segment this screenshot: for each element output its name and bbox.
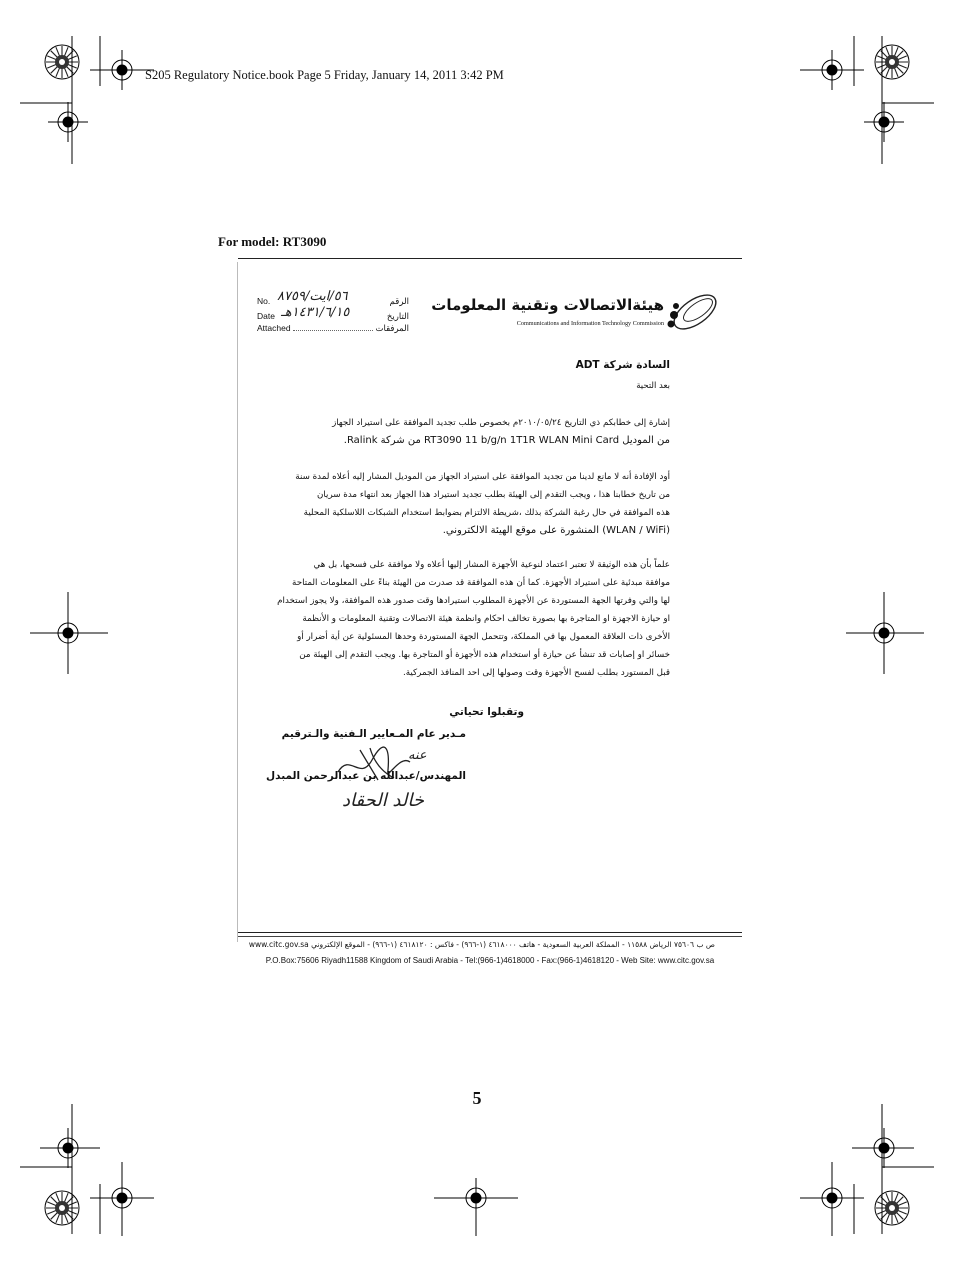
paragraph-3: [277, 556, 670, 682]
greeting: بعد التحية: [636, 381, 670, 391]
paragraph-1: [290, 414, 670, 450]
signer-title: مـدير عام المـعايير الـفنية والـترقيم: [281, 728, 466, 740]
para2-line: من تاريخ خطابنا هذا ، ويجب التقدم إلى الهيئة بطلب تجديد استيراد هذا الجهاز بعد انتهاء مدة سريان: [317, 490, 670, 500]
date-handwritten: ١٤٣١/٦/١٥هـ: [281, 305, 350, 320]
closing: وتقبلوا تحياتي: [449, 706, 524, 718]
letter-top-rule: [238, 258, 742, 259]
model-label: For model: RT3090: [218, 234, 327, 249]
para2-line: هذه الموافقة في حال رغبة الشركة بذلك ،شريطة الالتزام بضوابط استخدام الشبكات اللاسلكية المحلية: [303, 508, 670, 518]
letter-left-edge: [237, 262, 238, 942]
para3-line: موافقة مبدئية على استيراد الأجهزة. كما أن هذه الموافقة قد صدرت من الهيئة بناءً على المعلومات المتاحة: [292, 578, 670, 588]
para3-line: لها والتي وفرتها الجهة المستوردة عن الأجهزة المطلوب استيرادها وقت صدور هذه الموافقة، ولا يجوز استخدام: [277, 596, 670, 606]
attached-dotted-line: [293, 330, 373, 331]
date-label-ar: التاريخ: [386, 311, 409, 321]
ref-label-en: No.: [257, 296, 271, 306]
para3-line: او حيازة الاجهزة او المتاجرة بها بصورة تخالف احكام وانظمة هيئة الاتصالات وتقنية المعلومات و الأنظمة: [302, 614, 670, 624]
attached-label-ar: المرفقات: [375, 323, 409, 333]
date-label-en: Date: [257, 311, 275, 321]
handwritten-signature: خالد الحقاد: [342, 790, 424, 811]
footer-rule-thin: [238, 936, 742, 937]
page-number: 5: [472, 1088, 482, 1108]
attached-label-en: Attached: [257, 323, 291, 333]
para3-line: قبل المستورد بطلب لفسح الأجهزة وقت وصولها إلى احد المنافذ الجمركية.: [402, 668, 670, 678]
ref-row-number: [257, 289, 417, 306]
paragraph-2: [288, 468, 670, 540]
citc-logo-english: Communications and Information Technology Commission: [516, 320, 664, 327]
footer-english: P.O.Box:75606 Riyadh11588 Kingdom of Saudi Arabia - Tel:(966-1)4618000 - Fax:(966-1)4618120 - Web Site: www.citc.gov.sa: [265, 956, 715, 965]
para1-line: إشارة إلى خطابكم ذي التاريخ ٢٠١٠/٠٥/٢٤م بخصوص طلب تجديد الموافقة على استيراد الجهاز: [332, 418, 670, 428]
footer-rule-thick: [238, 932, 742, 933]
signer-name: المهندس/عبدالله بن عبدالرحمن المبدل: [266, 770, 466, 782]
citc-logo-arabic: هيئةالاتصالات وتقنية المعلومات: [431, 296, 664, 314]
signature-annotation: عنه: [408, 748, 427, 763]
ref-number-handwritten: ٥٦/ايت/٨٧٥٩: [277, 289, 348, 304]
ref-row-attached: [257, 319, 417, 333]
para1-line: من الموديل RT3090 11 b/g/n 1T1R WLAN Mini Card من شركة Ralink.: [343, 435, 670, 446]
para3-line: خسائر او إصابات قد تنشأ عن حيازة أو استخدام هذه الأجهزة أو المتاجرة بها. ويجب التقدم إلى الهيئة من: [299, 650, 670, 660]
footer-arabic: ص ب ٧٥٦٠٦ الرياض ١١٥٨٨ - المملكة العربية السعودية - هاتف ٤٦١٨٠٠٠ (١-٩٦٦) - فاكس : ٤٦١٨١٢٠ (١-٩٦٦) - الموقع الإلكتروني www.citc.gov.sa: [248, 940, 715, 949]
para2-line: (WLAN / WiFi) المنشورة على موقع الهيئة الالكتروني.: [442, 525, 670, 536]
book-header: S205 Regulatory Notice.book Page 5 Friday, January 14, 2011 3:42 PM: [145, 68, 504, 82]
para3-line: الأخرى ذات العلاقة المعمول بها في المملكة، وتتحمل الجهة المستوردة وحدها المسئولية عن أية أضرار أو: [297, 632, 670, 642]
reference-block: [257, 289, 417, 333]
ref-row-date: [257, 305, 417, 319]
citc-logo-mark: [660, 288, 720, 340]
ref-label-ar: الرقم: [389, 296, 409, 306]
para2-line: أود الإفادة أنه لا مانع لدينا من تجديد الموافقة على استيراد الجهاز من الموديل المشار إليه أعلاه لمدة سنة: [295, 472, 670, 482]
citc-logo: [431, 290, 720, 340]
para3-line: علماً بأن هذه الوثيقة لا تعتبر اعتماد لنوعية الأجهزة المشار إليها أعلاه ولا موافقة على فسحها، بل هي: [313, 560, 670, 570]
addressee: السادة شركة ADT: [575, 359, 670, 371]
